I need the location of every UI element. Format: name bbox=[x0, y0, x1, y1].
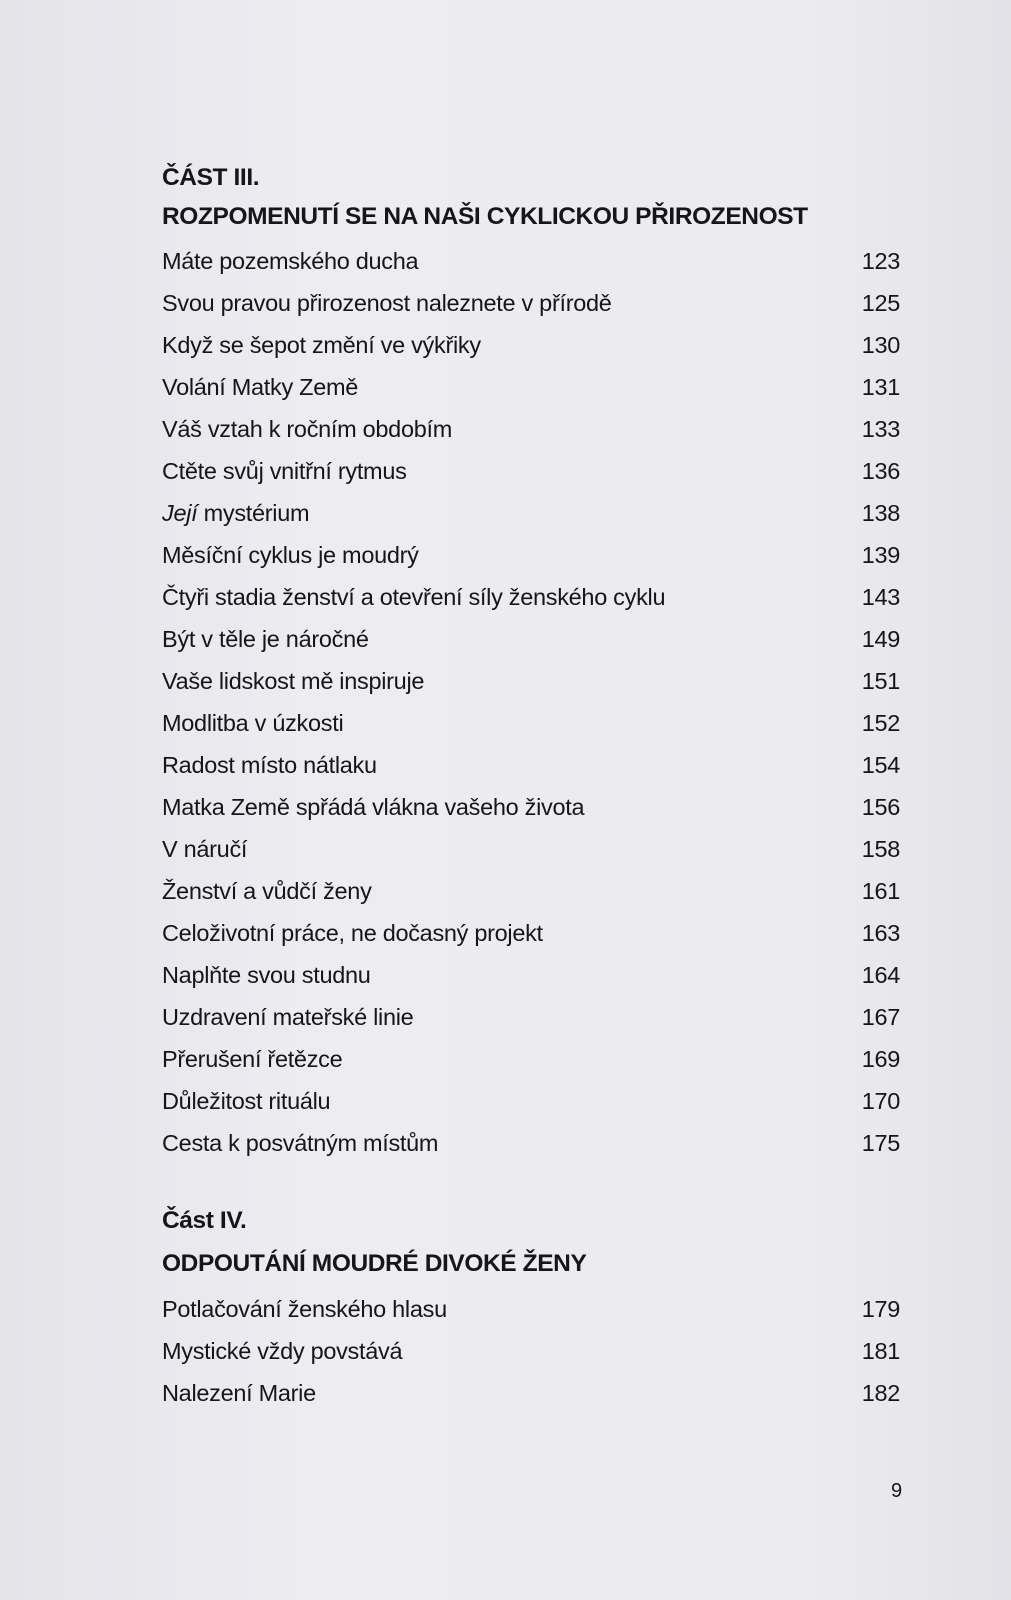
toc-entry-page: 131 bbox=[861, 373, 900, 400]
page-number: 9 bbox=[891, 1480, 903, 1502]
toc-entry-title-text: Nalezení Marie bbox=[162, 1379, 316, 1406]
toc-entry-title-text: Ženství a vůdčí ženy bbox=[162, 877, 372, 904]
toc-entry bbox=[162, 870, 900, 912]
toc-entry-title-text: Cesta k posvátným místům bbox=[162, 1129, 439, 1156]
toc-entry-title-text: Měsíční cyklus je moudrý bbox=[162, 541, 419, 568]
toc-entry-title bbox=[162, 626, 369, 653]
toc-entry-page: 152 bbox=[861, 709, 900, 736]
part-4-toc-list bbox=[162, 1288, 900, 1414]
toc-entry bbox=[162, 1122, 900, 1164]
toc-entry-title bbox=[162, 668, 424, 695]
toc-entry-title-italic: Její bbox=[162, 499, 198, 526]
toc-entry-title-text: Celoživotní práce, ne dočasný projekt bbox=[162, 919, 543, 946]
toc-entry bbox=[162, 618, 900, 660]
toc-entry bbox=[162, 912, 900, 954]
toc-entry-page: 143 bbox=[861, 583, 900, 610]
toc-entry-title-text: Mystické vždy povstává bbox=[162, 1337, 403, 1364]
toc-entry-page: 136 bbox=[861, 457, 900, 484]
toc-entry-title bbox=[162, 332, 481, 359]
toc-entry-page: 133 bbox=[861, 415, 900, 442]
toc-entry-title bbox=[162, 1338, 402, 1365]
toc-entry bbox=[162, 366, 900, 408]
toc-entry-title-text: Potlačování ženského hlasu bbox=[162, 1295, 447, 1322]
toc-entry bbox=[162, 1372, 900, 1414]
part-4-label: Část IV. bbox=[162, 1207, 247, 1234]
toc-entry bbox=[162, 744, 900, 786]
toc-entry bbox=[162, 1288, 900, 1330]
toc-entry bbox=[162, 408, 900, 450]
toc-entry bbox=[162, 828, 900, 870]
toc-entry-page: 161 bbox=[861, 877, 900, 904]
toc-entry-title-text: Svou pravou přirozenost naleznete v přírodě bbox=[162, 289, 612, 316]
toc-entry-title-text: Ctěte svůj vnitřní rytmus bbox=[162, 457, 407, 484]
toc-entry-title bbox=[162, 710, 343, 737]
toc-entry-title-text: Matka Země spřádá vlákna vašeho života bbox=[162, 793, 585, 820]
toc-entry bbox=[162, 660, 900, 702]
toc-entry-page: 149 bbox=[861, 625, 900, 652]
toc-entry bbox=[162, 576, 900, 618]
toc-entry-page: 139 bbox=[861, 541, 900, 568]
toc-entry-title bbox=[162, 458, 407, 485]
toc-entry-page: 167 bbox=[861, 1003, 900, 1030]
toc-entry-title-text: Naplňte svou studnu bbox=[162, 961, 371, 988]
toc-entry bbox=[162, 1330, 900, 1372]
toc-entry bbox=[162, 1038, 900, 1080]
toc-entry-title-text: Váš vztah k ročním obdobím bbox=[162, 415, 453, 442]
toc-entry-title-text: Volání Matky Země bbox=[162, 373, 359, 400]
toc-entry-title bbox=[162, 1088, 330, 1115]
toc-entry-page: 123 bbox=[861, 247, 900, 274]
toc-entry bbox=[162, 240, 900, 282]
toc-entry bbox=[162, 450, 900, 492]
toc-entry bbox=[162, 786, 900, 828]
toc-entry-title-text: V náručí bbox=[162, 835, 248, 862]
toc-entry-page: 182 bbox=[861, 1379, 900, 1406]
toc-entry-page: 163 bbox=[861, 919, 900, 946]
toc-entry-page: 170 bbox=[861, 1087, 900, 1114]
toc-entry-page: 164 bbox=[861, 961, 900, 988]
toc-entry bbox=[162, 324, 900, 366]
toc-entry bbox=[162, 996, 900, 1038]
toc-entry-title bbox=[162, 290, 612, 317]
toc-entry-title bbox=[162, 962, 371, 989]
toc-entry-title-text: Čtyři stadia ženství a otevření síly ženského cyklu bbox=[162, 583, 666, 610]
toc-entry-page: 154 bbox=[861, 751, 900, 778]
part-4-title: ODPOUTÁNÍ MOUDRÉ DIVOKÉ ŽENY bbox=[162, 1250, 587, 1277]
toc-entry-page: 158 bbox=[861, 835, 900, 862]
toc-entry-title bbox=[162, 794, 584, 821]
toc-entry-page: 138 bbox=[861, 499, 900, 526]
toc-entry-page: 175 bbox=[861, 1129, 900, 1156]
toc-entry bbox=[162, 534, 900, 576]
part-3-title: ROZPOMENUTÍ SE NA NAŠI CYKLICKOU PŘIROZENOST bbox=[162, 203, 808, 230]
toc-entry-title bbox=[162, 542, 419, 569]
toc-entry bbox=[162, 702, 900, 744]
toc-entry-title bbox=[162, 1296, 447, 1323]
toc-entry-title bbox=[162, 752, 377, 779]
toc-entry-title bbox=[162, 248, 418, 275]
toc-entry-title bbox=[162, 920, 543, 947]
toc-entry-title-text: Důležitost rituálu bbox=[162, 1087, 331, 1114]
toc-entry-title bbox=[162, 1130, 438, 1157]
toc-entry-title bbox=[162, 1380, 316, 1407]
toc-entry bbox=[162, 954, 900, 996]
toc-entry bbox=[162, 492, 900, 534]
toc-entry-title-text: Radost místo nátlaku bbox=[162, 751, 377, 778]
toc-entry bbox=[162, 282, 900, 324]
toc-entry-page: 156 bbox=[861, 793, 900, 820]
toc-entry-page: 125 bbox=[861, 289, 900, 316]
toc-entry-page: 169 bbox=[861, 1045, 900, 1072]
part-3-toc-list bbox=[162, 240, 900, 1164]
toc-entry-title bbox=[162, 500, 309, 527]
toc-entry-title bbox=[162, 878, 372, 905]
toc-entry-page: 181 bbox=[861, 1337, 900, 1364]
toc-entry-title-text: Přerušení řetězce bbox=[162, 1045, 343, 1072]
toc-entry-title-text: Modlitba v úzkosti bbox=[162, 709, 344, 736]
toc-entry-title-text: Když se šepot změní ve výkřiky bbox=[162, 331, 481, 358]
toc-entry-title bbox=[162, 584, 665, 611]
toc-entry-title bbox=[162, 1004, 413, 1031]
toc-entry-page: 151 bbox=[861, 667, 900, 694]
toc-entry-page: 130 bbox=[861, 331, 900, 358]
toc-entry-title-text: mystérium bbox=[197, 499, 310, 526]
toc-entry-title bbox=[162, 836, 247, 863]
toc-entry-title bbox=[162, 374, 358, 401]
toc-entry-title bbox=[162, 416, 452, 443]
toc-entry-title bbox=[162, 1046, 342, 1073]
toc-entry-title-text: Máte pozemského ducha bbox=[162, 247, 419, 274]
toc-entry-title-text: Vaše lidskost mě inspiruje bbox=[162, 667, 425, 694]
toc-entry bbox=[162, 1080, 900, 1122]
part-3-label: ČÁST III. bbox=[162, 164, 260, 191]
toc-entry-title-text: Uzdravení mateřské linie bbox=[162, 1003, 414, 1030]
toc-entry-page: 179 bbox=[861, 1295, 900, 1322]
toc-entry-title-text: Být v těle je náročné bbox=[162, 625, 369, 652]
